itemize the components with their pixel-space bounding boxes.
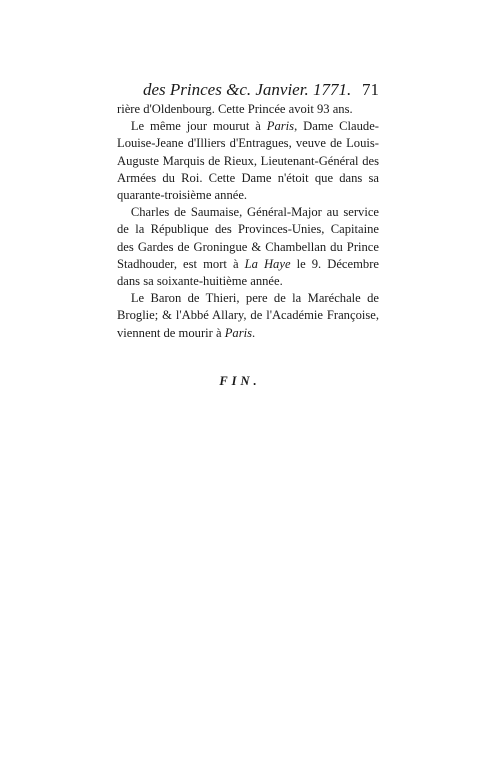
- closing-fin: FIN.: [219, 374, 261, 388]
- paragraph-text: le 9. Décembre dans sa soixante-huitième année.: [117, 256, 379, 289]
- paragraph-text: Le Baron de Thieri, pere de la Maréchale de Broglie; & l'Abbé Allary, de l'Académie Françoise, viennent de mourir à: [117, 291, 379, 340]
- running-title: des Princes &c. Janvier. 1771.: [143, 80, 352, 99]
- page-header: [143, 80, 379, 100]
- page-number: 71: [362, 80, 379, 99]
- paragraph-text: .: [252, 325, 256, 340]
- paragraph-death-notice-saumaise: [117, 204, 379, 290]
- place-name: Paris: [266, 119, 295, 134]
- paragraph-death-notice-rieux: [117, 118, 379, 204]
- place-name: Paris: [224, 325, 253, 340]
- paragraph-text: Charles de Saumaise, Général-Major au service de la République des Provinces-Unies, Capitaine des Gardes de Groningue & Chambellan du Prince Stadhouder, est mort à: [117, 205, 379, 271]
- paragraph-text: Le même jour mourut à: [130, 119, 267, 134]
- place-name: La Haye: [244, 256, 291, 271]
- paragraph-continuation: [117, 101, 379, 118]
- paragraph-text: , Dame Claude-Louise-Jeane d'Illiers d'Entragues, veuve de Louis-Auguste Marquis de Rieux, Lieutenant-Général des Armées du Roi. Cette Dame n'étoit que dans sa quarante-troisième année.: [117, 119, 379, 203]
- paragraph-text: rière d'Oldenbourg. Cette Princée avoit 93 ans.: [117, 102, 353, 116]
- body-text: [117, 101, 379, 342]
- paragraph-death-notice-thieri: [117, 290, 379, 342]
